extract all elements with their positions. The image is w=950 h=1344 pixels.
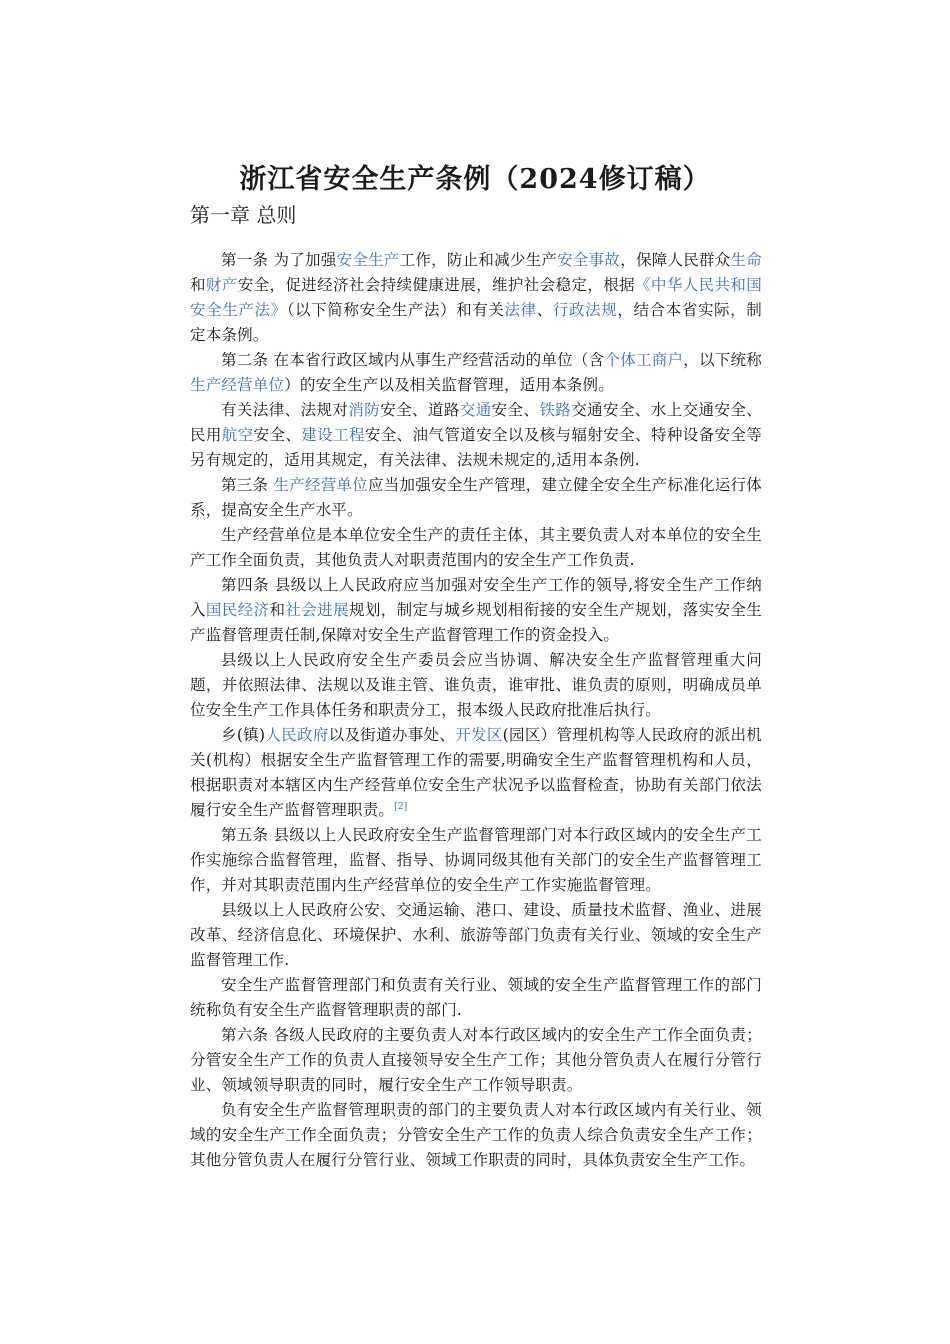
paragraph [190, 648, 762, 723]
term-link[interactable]: 航空 [221, 426, 254, 444]
paragraph [190, 523, 762, 573]
paragraph-text: 县级以上人民政府公安、交通运输、港口、建设、质量技术监督、渔业、进展改革、经济信息化、环境保护、水利、旅游等部门负责有关行业、领域的安全生产监督管理工作. [190, 901, 762, 969]
paragraph-text: 安全、道路 [380, 401, 460, 419]
term-link[interactable]: 生命 [730, 251, 762, 269]
paragraph-text: 第五条 县级以上人民政府安全生产监督管理部门对本行政区域内的安全生产工作实施综合监督管理，监督、指导、协调同级其他有关部门的安全生产监督管理工作，并对其职责范围内生产经营单位的安全生产工作实施监督管理。 [190, 826, 762, 894]
document-title: 浙江省安全生产条例（2024修订稿） [239, 164, 711, 195]
paragraph-text: 规划，制定与城乡规划相衔接的安全生产规划，落实安全生产监督管理责任制,保障对安全生产监督管理工作的资金投入。 [190, 601, 763, 644]
paragraph-text: 应当加强安全生产管理，建立健全安全生产标准化运行体系，提高安全生产水平。 [190, 476, 762, 519]
paragraph-text: ，结合本省实际，制定本条例。 [190, 301, 762, 344]
term-link[interactable]: 《中华人民共和国安全生产法》 [190, 276, 763, 319]
paragraph-text: 工作，防止和减少生产 [399, 251, 558, 269]
paragraph [190, 1023, 762, 1098]
document-body [190, 248, 762, 1173]
paragraph [190, 348, 762, 398]
paragraph [190, 473, 762, 523]
term-link[interactable]: 生产经营单位 [273, 476, 369, 494]
term-link[interactable]: 国民经济 [205, 601, 270, 619]
term-link[interactable]: 开发区 [455, 726, 503, 744]
paragraph-text: 安全、 [491, 401, 540, 419]
paragraph [190, 973, 762, 1023]
paragraph-text: 以及街道办事处、 [328, 726, 456, 744]
paragraph-text: 交通安全、水上交通安全、民用 [190, 401, 763, 444]
paragraph-text: 安全、 [253, 426, 302, 444]
paragraph-text: 、 [536, 301, 553, 319]
paragraph-text: 第一条 为了加强 [221, 251, 337, 269]
term-link[interactable]: 个体工商户 [604, 351, 684, 369]
term-link[interactable]: 安全生产 [336, 251, 400, 269]
paragraph-text: 县级以上人民政府安全生产委员会应当协调、解决安全生产监督管理重大问题，并依照法律、法规以及谁主管、谁负责，谁审批、谁负责的原则，明确成员单位安全生产工作具体任务和职责分工，报本级人民政府批准后执行。 [190, 651, 762, 719]
term-link[interactable]: 生产经营单位 [190, 376, 285, 394]
paragraph-text: 第二条 在本省行政区域内从事生产经营活动的单位（含 [221, 351, 605, 369]
term-link[interactable]: 铁路 [539, 401, 572, 419]
term-link[interactable]: 社会进展 [285, 601, 349, 619]
paragraph-text: 乡(镇) [221, 726, 266, 744]
paragraph [190, 823, 762, 898]
paragraph-text: ，保障人民群众 [620, 251, 731, 269]
paragraph-text: 生产经营单位是本单位安全生产的责任主体，其主要负责人对本单位的安全生产工作全面负责，其他负责人对职责范围内的安全生产工作负责. [190, 526, 762, 569]
paragraph-text: 安全，促进经济社会持续健康进展，维护社会稳定，根据 [237, 276, 636, 294]
paragraph-text: （以下简称安全生产法）和有关 [286, 301, 505, 319]
paragraph-text: (园区）管理机构等人民政府的派出机关(机构）根据安全生产监督管理工作的需要,明确安全生产监督管理机构和人员，根据职责对本辖区内生产经营单位安全生产状况予以监督检查，协助有关部门依法履行安全生产监督管理职责。 [190, 726, 762, 819]
paragraph [190, 398, 762, 473]
paragraph-text: 有关法律、法规对 [221, 401, 349, 419]
paragraph [190, 1098, 762, 1173]
term-link[interactable]: 行政法规 [552, 301, 618, 319]
paragraph-text: 安全生产监督管理部门和负责有关行业、领域的安全生产监督管理工作的部门统称负有安全生产监督管理职责的部门. [190, 976, 762, 1019]
paragraph [190, 573, 762, 648]
term-link[interactable]: 人民政府 [265, 726, 329, 744]
paragraph-text: 第六条 各级人民政府的主要负责人对本行政区域内的安全生产工作全面负责；分管安全生产工作的负责人直接领导安全生产工作；其他分管负责人在履行分管行业、领域领导职责的同时，履行安全生产工作领导职责。 [190, 1026, 762, 1094]
term-link[interactable]: 财产 [205, 276, 238, 294]
paragraph-text: 负有安全生产监督管理职责的部门的主要负责人对本行政区域内有关行业、领域的安全生产工作全面负责；分管安全生产工作的负责人综合负责安全生产工作；其他分管负责人在履行分管行业、领域工作职责的同时，具体负责安全生产工作。 [190, 1101, 762, 1169]
paragraph-text: ，以下统称 [683, 351, 762, 369]
paragraph-text: 第四条 县级以上人民政府应当加强对安全生产工作的领导,将安全生产工作纳入 [190, 576, 762, 619]
paragraph-text: 安全、油气管道安全以及核与辐射安全、特种设备安全等另有规定的，适用其规定，有关法律、法规未规定的,适用本条例. [190, 426, 762, 469]
footnote-ref-link[interactable]: [2] [394, 801, 408, 812]
paragraph [190, 248, 762, 348]
term-link[interactable]: 交通 [459, 401, 492, 419]
paragraph-text: ）的安全生产以及相关监督管理，适用本条例。 [284, 376, 614, 394]
paragraph [190, 723, 762, 823]
paragraph-text: 第三条 [221, 476, 274, 494]
paragraph [190, 898, 762, 973]
paragraph-text: 和 [190, 276, 206, 294]
term-link[interactable]: 建设工程 [301, 426, 365, 444]
term-link[interactable]: 安全事故 [557, 251, 621, 269]
paragraph-text: 和 [269, 601, 286, 619]
term-link[interactable]: 法律 [504, 301, 537, 319]
chapter-heading: 第一章 总则 [190, 203, 297, 227]
term-link[interactable]: 消防 [348, 401, 381, 419]
